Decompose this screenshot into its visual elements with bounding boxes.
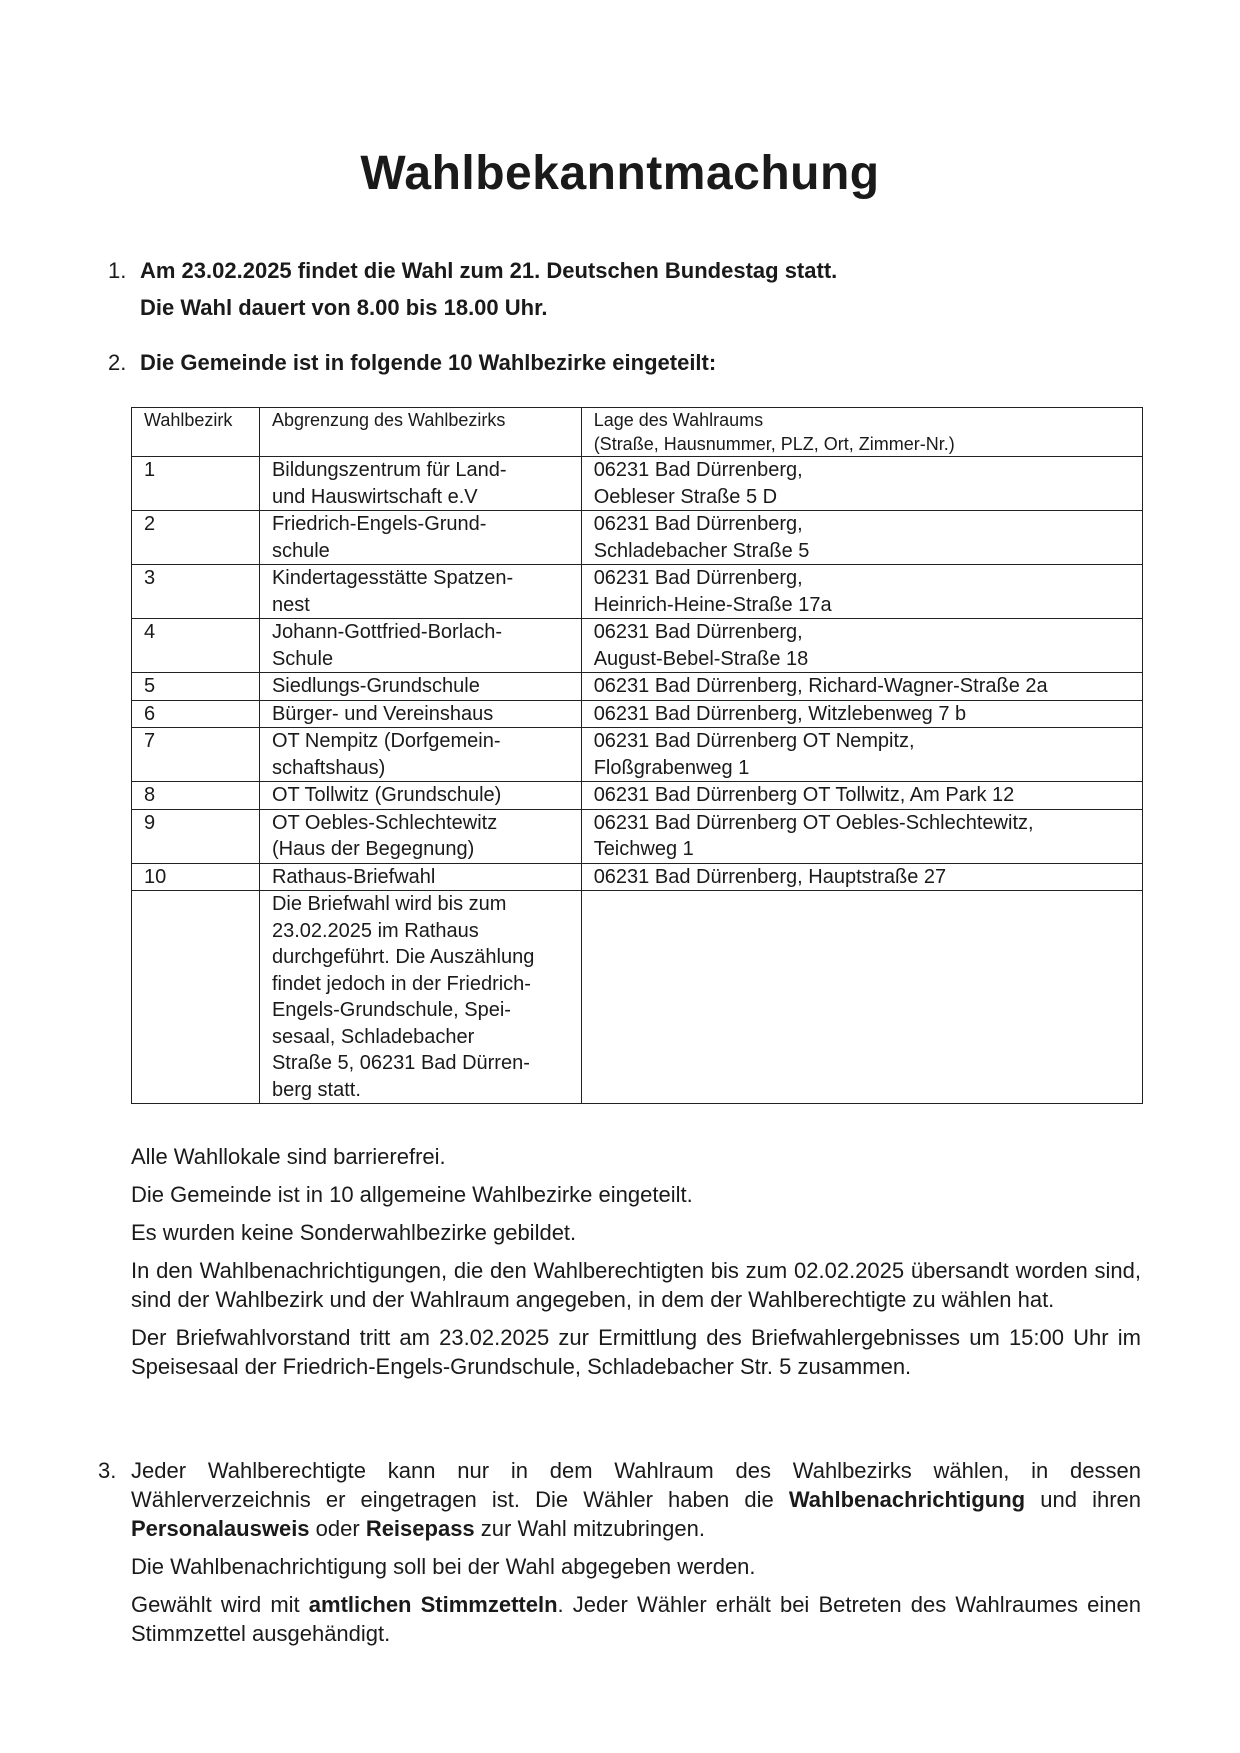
cell-line: Johann-Gottfried-Borlach- xyxy=(271,621,503,643)
text-run: . Jeder Wähler erhält bei Betreten des Wahlraumes einen Stimmzettel ausgehändigt. xyxy=(131,1592,1142,1646)
cell-lage xyxy=(581,809,1142,863)
cell-line: OT Tollwitz (Grundschule) xyxy=(271,784,502,806)
cell-abgrenzung xyxy=(259,565,581,619)
table-row xyxy=(132,728,1143,782)
header-lage-line-2: (Straße, Hausnummer, PLZ, Ort, Zimmer-Nr.) xyxy=(593,434,955,454)
cell-lage xyxy=(581,700,1142,728)
cell-abgrenzung xyxy=(259,809,581,863)
empty-cell xyxy=(581,891,1142,1104)
section-1-number: 1. xyxy=(108,258,127,283)
cell-briefwahl-note xyxy=(259,891,581,1104)
table-row xyxy=(132,619,1143,673)
bold-wahlbenachrichtigung: Wahlbenachrichtigung xyxy=(788,1487,1026,1512)
wahlbezirk-table xyxy=(131,407,1143,1104)
cell-wahlbezirk-nr: 9 xyxy=(132,809,260,863)
cell-lage xyxy=(581,673,1142,701)
table-row xyxy=(132,782,1143,810)
section-2-text: Die Gemeinde ist in folgende 10 Wahlbezirke eingeteilt: xyxy=(140,350,717,375)
bold-personalausweis: Personalausweis xyxy=(131,1516,310,1541)
section-1-line-1: Am 23.02.2025 findet die Wahl zum 21. Deutschen Bundestag statt. xyxy=(140,258,838,283)
section-3-paragraph-2: Die Wahlbenachrichtigung soll bei der Wahl abgegeben werden. xyxy=(131,1554,756,1579)
paragraph-wahlbenachrichtigungen: In den Wahlbenachrichtigungen, die den Wahlberechtigten bis zum 02.02.2025 übersandt worden sind, sind der Wahlbezirk und der Wahlraum angegeben, in dem der Wahlberechtigte zu wählen hat. xyxy=(131,1258,1141,1312)
cell-line: Floßgrabenweg 1 xyxy=(593,756,750,779)
cell-line: Schule xyxy=(271,647,334,670)
empty-cell xyxy=(132,891,260,1104)
section-3-paragraph-3 xyxy=(131,1590,1141,1648)
cell-line: August-Bebel-Straße 18 xyxy=(593,647,809,670)
cell-wahlbezirk-nr: 7 xyxy=(132,728,260,782)
text-run: oder xyxy=(309,1516,366,1541)
cell-line: 06231 Bad Dürrenberg OT Oebles-Schlechtewitz, xyxy=(593,811,1034,834)
cell-line: Friedrich-Engels-Grund- xyxy=(271,513,487,535)
cell-abgrenzung xyxy=(259,457,581,511)
cell-line: 06231 Bad Dürrenberg, xyxy=(593,459,803,481)
bold-amtliche-stimmzettel: amtlichen Stimmzetteln xyxy=(308,1592,558,1617)
cell-wahlbezirk-nr: 6 xyxy=(132,700,260,728)
section-3-number: 3. xyxy=(98,1458,117,1483)
note-line: 23.02.2025 im Rathaus xyxy=(271,919,479,942)
cell-line: schule xyxy=(271,539,330,562)
table-row xyxy=(132,700,1143,728)
cell-line: Schladebacher Straße 5 xyxy=(593,539,810,562)
section-3-paragraph-1 xyxy=(131,1456,1141,1543)
cell-lage xyxy=(581,728,1142,782)
cell-wahlbezirk-nr: 10 xyxy=(132,863,260,891)
cell-line: 06231 Bad Dürrenberg, Richard-Wagner-Straße 2a xyxy=(593,675,1048,697)
cell-lage xyxy=(581,511,1142,565)
cell-wahlbezirk-nr: 8 xyxy=(132,782,260,810)
paragraph-allgemeine-wahlbezirke: Die Gemeinde ist in 10 allgemeine Wahlbezirke eingeteilt. xyxy=(131,1182,693,1207)
cell-abgrenzung xyxy=(259,619,581,673)
cell-abgrenzung xyxy=(259,863,581,891)
text-run: Jeder Wahlberechtigte kann nur in dem Wahlraum des Wahlbezirks wählen, in dessen Wählerverzeichnis er eingetragen ist. Die Wähler haben die xyxy=(131,1458,1141,1512)
table-row xyxy=(132,863,1143,891)
cell-line: Teichweg 1 xyxy=(593,838,694,860)
header-lage-line-1: Lage des Wahlraums xyxy=(593,410,764,430)
paragraph-barrierefrei: Alle Wahllokale sind barrierefrei. xyxy=(131,1144,446,1169)
cell-wahlbezirk-nr: 2 xyxy=(132,511,260,565)
cell-abgrenzung xyxy=(259,511,581,565)
cell-line: 06231 Bad Dürrenberg, xyxy=(593,513,803,535)
text-run: und ihren xyxy=(1025,1487,1141,1512)
cell-line: schaftshaus) xyxy=(271,756,386,779)
note-line: berg statt. xyxy=(271,1078,361,1101)
table-row xyxy=(132,809,1143,863)
cell-line: Kindertagesstätte Spatzen- xyxy=(271,567,514,589)
section-1-line-2: Die Wahl dauert von 8.00 bis 18.00 Uhr. xyxy=(140,295,548,320)
note-line: Straße 5, 06231 Bad Dürren- xyxy=(271,1052,530,1074)
cell-line: (Haus der Begegnung) xyxy=(271,838,475,860)
note-line: Engels-Grundschule, Spei- xyxy=(271,999,511,1021)
cell-abgrenzung xyxy=(259,728,581,782)
body-paragraphs xyxy=(131,1142,1141,1390)
note-line: Die Briefwahl wird bis zum xyxy=(271,893,507,915)
table-row xyxy=(132,511,1143,565)
header-lage xyxy=(581,408,1142,457)
cell-line: 06231 Bad Dürrenberg, Hauptstraße 27 xyxy=(593,865,947,888)
note-line: sesaal, Schladebacher xyxy=(271,1025,475,1048)
cell-lage xyxy=(581,863,1142,891)
note-line: findet jedoch in der Friedrich- xyxy=(271,972,531,995)
cell-line: Heinrich-Heine-Straße 17a xyxy=(593,593,832,616)
paragraph-sonderwahlbezirke: Es wurden keine Sonderwahlbezirke gebildet. xyxy=(131,1220,577,1245)
table-row-briefwahl-note xyxy=(132,891,1143,1104)
header-wahlbezirk: Wahlbezirk xyxy=(132,408,260,457)
cell-line: 06231 Bad Dürrenberg, xyxy=(593,567,803,589)
bold-reisepass: Reisepass xyxy=(365,1516,475,1541)
note-line: durchgeführt. Die Auszählung xyxy=(271,946,535,968)
cell-wahlbezirk-nr: 1 xyxy=(132,457,260,511)
cell-line: und Hauswirtschaft e.V xyxy=(271,485,478,508)
cell-wahlbezirk-nr: 5 xyxy=(132,673,260,701)
cell-line: 06231 Bad Dürrenberg, xyxy=(593,621,803,643)
cell-line: nest xyxy=(271,593,310,616)
text-run: zur Wahl mitzubringen. xyxy=(474,1516,705,1541)
cell-lage xyxy=(581,457,1142,511)
cell-line: 06231 Bad Dürrenberg OT Tollwitz, Am Park 12 xyxy=(593,784,1015,806)
cell-lage xyxy=(581,619,1142,673)
document-title: Wahlbekanntmachung xyxy=(360,147,880,200)
cell-line: Oebleser Straße 5 D xyxy=(593,485,778,508)
cell-line: OT Oebles-Schlechtewitz xyxy=(271,811,498,834)
cell-line: Siedlungs-Grundschule xyxy=(271,675,480,697)
cell-lage xyxy=(581,565,1142,619)
cell-abgrenzung xyxy=(259,673,581,701)
section-2-number: 2. xyxy=(108,350,127,375)
section-1 xyxy=(108,252,837,326)
section-2 xyxy=(108,348,716,378)
cell-abgrenzung xyxy=(259,700,581,728)
cell-abgrenzung xyxy=(259,782,581,810)
table-row xyxy=(132,565,1143,619)
cell-lage xyxy=(581,782,1142,810)
table-row xyxy=(132,457,1143,511)
cell-line: Bürger- und Vereinshaus xyxy=(271,702,494,725)
cell-line: OT Nempitz (Dorfgemein- xyxy=(271,730,501,752)
table-row xyxy=(132,673,1143,701)
cell-line: 06231 Bad Dürrenberg OT Nempitz, xyxy=(593,730,915,752)
cell-wahlbezirk-nr: 3 xyxy=(132,565,260,619)
header-abgrenzung: Abgrenzung des Wahlbezirks xyxy=(259,408,581,457)
cell-line: Bildungszentrum für Land- xyxy=(271,459,507,481)
section-3 xyxy=(98,1456,1141,1657)
table-header-row xyxy=(132,408,1143,457)
paragraph-briefwahlvorstand: Der Briefwahlvorstand tritt am 23.02.2025 zur Ermittlung des Briefwahlergebnisses um 15:00 Uhr im Speisesaal der Friedrich-Engels-Grundschule, Schladebacher Str. 5 zusammen. xyxy=(131,1325,1141,1379)
cell-line: 06231 Bad Dürrenberg, Witzlebenweg 7 b xyxy=(593,702,967,725)
cell-wahlbezirk-nr: 4 xyxy=(132,619,260,673)
text-run: Gewählt wird mit xyxy=(131,1592,309,1617)
cell-line: Rathaus-Briefwahl xyxy=(271,865,436,888)
